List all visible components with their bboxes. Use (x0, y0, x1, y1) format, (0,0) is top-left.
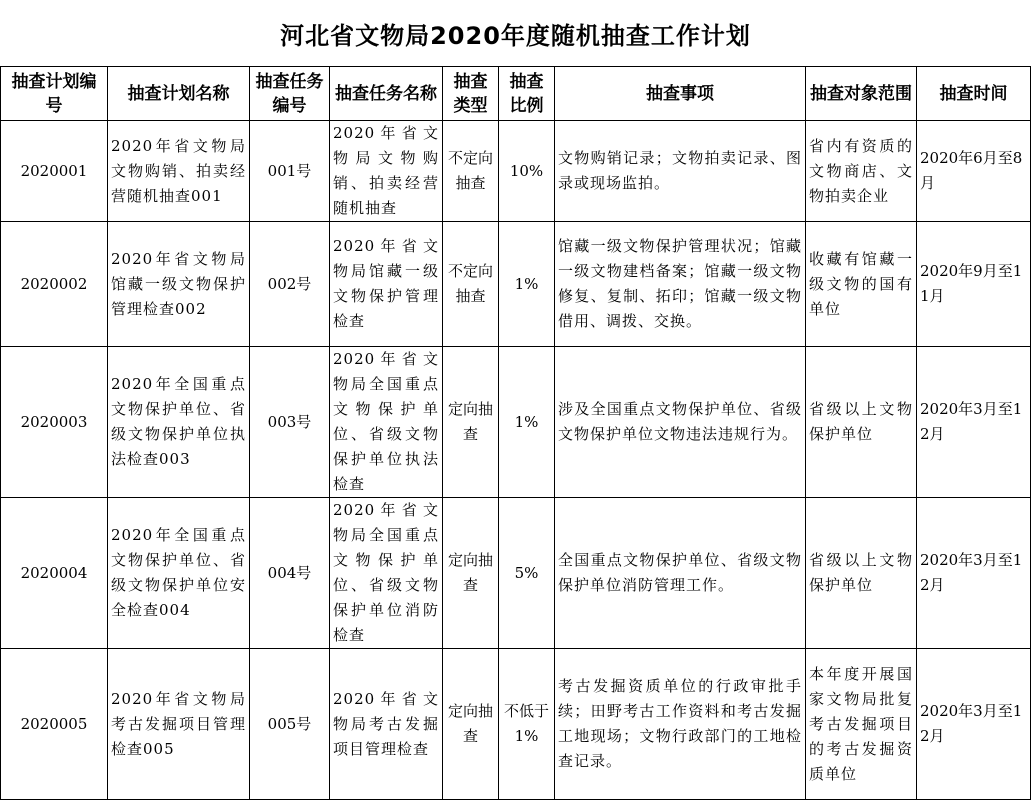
cell-type: 不定向抽查 (443, 121, 499, 222)
document-title: 河北省文物局2020年度随机抽查工作计划 (280, 21, 751, 50)
cell-scope: 省级以上文物保护单位 (806, 498, 917, 649)
cell-scope: 省内有资质的文物商店、文物拍卖企业 (806, 121, 917, 222)
cell-plan-no: 2020001 (1, 121, 108, 222)
cell-plan-name: 2020年省文物局文物购销、拍卖经营随机抽查001 (108, 121, 250, 222)
cell-plan-no: 2020004 (1, 498, 108, 649)
cell-items: 考古发掘资质单位的行政审批手续；田野考古工作资料和考古发掘工地现场；文物行政部门的工地检查记录。 (555, 649, 806, 800)
cell-task-no: 001号 (250, 121, 330, 222)
cell-task-name: 2020年省文物局文物购销、拍卖经营随机抽查 (330, 121, 443, 222)
header-task-name: 抽查任务名称 (330, 67, 443, 121)
cell-task-name: 2020年省文物局馆藏一级文物保护管理检查 (330, 222, 443, 347)
header-plan-name: 抽查计划名称 (108, 67, 250, 121)
table-row (1, 498, 1031, 649)
cell-ratio: 10% (499, 121, 555, 222)
cell-time: 2020年3月至12月 (917, 498, 1031, 649)
cell-items: 馆藏一级文物保护管理状况；馆藏一级文物建档备案；馆藏一级文物修复、复制、拓印；馆藏一级文物借用、调拨、交换。 (555, 222, 806, 347)
cell-plan-no: 2020002 (1, 222, 108, 347)
cell-plan-name: 2020年全国重点文物保护单位、省级文物保护单位安全检查004 (108, 498, 250, 649)
cell-time: 2020年3月至12月 (917, 347, 1031, 498)
cell-task-no: 003号 (250, 347, 330, 498)
header-type: 抽查类型 (443, 67, 499, 121)
table-row (1, 347, 1031, 498)
table-row (1, 222, 1031, 347)
cell-task-no: 005号 (250, 649, 330, 800)
header-items: 抽查事项 (555, 67, 806, 121)
cell-task-name: 2020年省文物局考古发掘项目管理检查 (330, 649, 443, 800)
table-header-row (1, 67, 1031, 121)
cell-task-no: 002号 (250, 222, 330, 347)
cell-items: 涉及全国重点文物保护单位、省级文物保护单位文物违法违规行为。 (555, 347, 806, 498)
cell-time: 2020年3月至12月 (917, 649, 1031, 800)
cell-items: 全国重点文物保护单位、省级文物保护单位消防管理工作。 (555, 498, 806, 649)
cell-type: 定向抽查 (443, 498, 499, 649)
cell-scope: 本年度开展国家文物局批复考古发掘项目的考古发掘资质单位 (806, 649, 917, 800)
cell-plan-no: 2020005 (1, 649, 108, 800)
cell-task-no: 004号 (250, 498, 330, 649)
table-row (1, 649, 1031, 800)
cell-time: 2020年9月至11月 (917, 222, 1031, 347)
cell-plan-no: 2020003 (1, 347, 108, 498)
header-plan-no: 抽查计划编号 (1, 67, 108, 121)
header-ratio: 抽查比例 (499, 67, 555, 121)
cell-ratio: 5% (499, 498, 555, 649)
cell-type: 定向抽查 (443, 347, 499, 498)
table-row (1, 121, 1031, 222)
cell-items: 文物购销记录；文物拍卖记录、图录或现场监拍。 (555, 121, 806, 222)
cell-plan-name: 2020年省文物局考古发掘项目管理检查005 (108, 649, 250, 800)
cell-ratio: 1% (499, 347, 555, 498)
header-time: 抽查时间 (917, 67, 1031, 121)
cell-task-name: 2020年省文物局全国重点文物保护单位、省级文物保护单位消防检查 (330, 498, 443, 649)
cell-ratio: 不低于1% (499, 649, 555, 800)
cell-plan-name: 2020年省文物局馆藏一级文物保护管理检查002 (108, 222, 250, 347)
cell-time: 2020年6月至8月 (917, 121, 1031, 222)
cell-scope: 收藏有馆藏一级文物的国有单位 (806, 222, 917, 347)
cell-scope: 省级以上文物保护单位 (806, 347, 917, 498)
cell-type: 定向抽查 (443, 649, 499, 800)
header-scope: 抽查对象范围 (806, 67, 917, 121)
cell-plan-name: 2020年全国重点文物保护单位、省级文物保护单位执法检查003 (108, 347, 250, 498)
header-task-no: 抽查任务编号 (250, 67, 330, 121)
cell-task-name: 2020年省文物局全国重点文物保护单位、省级文物保护单位执法检查 (330, 347, 443, 498)
inspection-plan-table (0, 66, 1031, 800)
cell-type: 不定向抽查 (443, 222, 499, 347)
cell-ratio: 1% (499, 222, 555, 347)
